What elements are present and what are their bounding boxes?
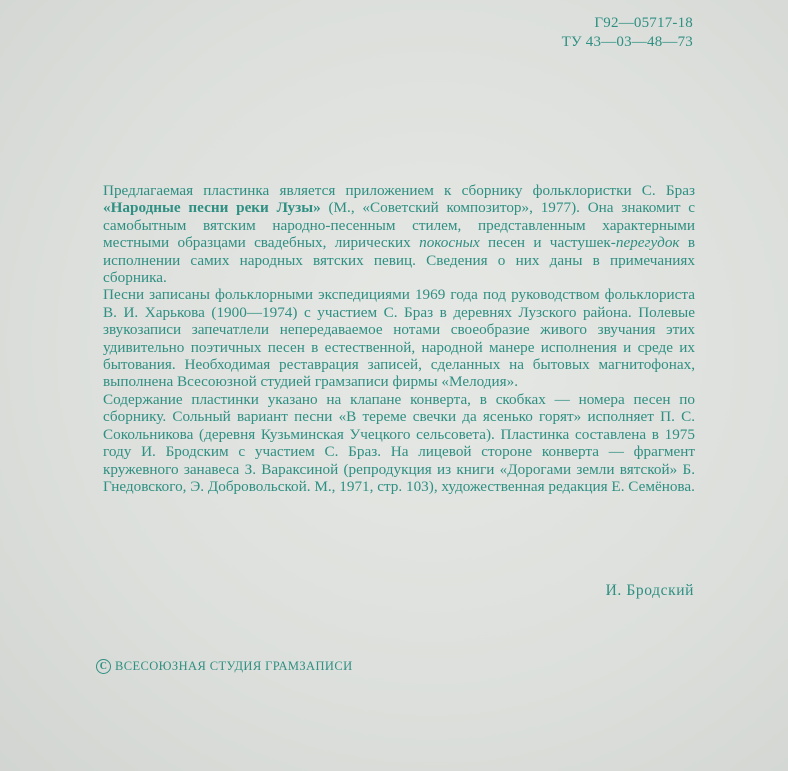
catalog-code-line-1: Г92—05717-18 xyxy=(594,15,693,31)
copyright-text: ВСЕСОЮЗНАЯ СТУДИЯ ГРАМЗАПИСИ xyxy=(115,659,353,673)
book-title: «Народные песни реки Лузы» xyxy=(103,199,321,217)
copyright-line xyxy=(96,659,353,674)
intro-text-3: песен и частушек- xyxy=(479,234,616,252)
paragraph-contents: Содержание пластинки указано на клапане конверта, в скобках — номера песен по сборнику. Сольный вариант песни «В тереме свечки да ясенько горят» исполняет П. С. Сокольникова (деревня Кузьминская Учецкого сельсовета). Пластинка составлена в 1975 году И. Бродским с участием С. Браз. На лицевой стороне конверта — фрагмент кружевного занавеса З. Вараксиной (репродукция из книги «Дорогами земли вятской» Б. Гнедовского, Э. Добровольской. М., 1971, стр. 103), художественная редакция Е. Семёнова. xyxy=(103,390,695,495)
intro-text-4: в исполнении самих народных вятских певиц. Сведения о них даны в примечаниях сборника. xyxy=(103,234,695,287)
liner-notes-text xyxy=(103,182,695,495)
term-peregudki: перегудок xyxy=(615,234,680,252)
paragraph-intro xyxy=(103,182,695,286)
copyright-icon: С xyxy=(96,659,111,674)
intro-text-1: Предлагаемая пластинка является приложением к сборнику фольклористки С. Браз xyxy=(103,182,695,199)
paragraph-recordings: Песни записаны фольклорными экспедициями 1969 года под руководством фольклориста В. И. Харькова (1900—1974) с участием С. Браз в деревнях Лузского района. Полевые звукозаписи запечатлели непередаваемое нотами своеобразие живого звучания этих удивительно поэтичных песен в естественной, народной манере исполнения и среде их бытования. Необходимая реставрация записей, сделанных на бытовых магнитофонах, выполнена Всесоюзной студией грамзаписи фирмы «Мелодия». xyxy=(103,286,695,391)
catalog-code-line-2: ТУ 43—03—48—73 xyxy=(561,34,693,50)
term-pokosnye: покосных xyxy=(419,234,480,252)
catalog-codes xyxy=(562,14,693,52)
intro-text-2: (М., «Советский композитор», 1977). Она знакомит с самобытным вятским народно-песенным стилем, представленным характерными местными образцами свадебных, лирических xyxy=(103,199,695,252)
author-signature: И. Бродский xyxy=(605,582,694,599)
